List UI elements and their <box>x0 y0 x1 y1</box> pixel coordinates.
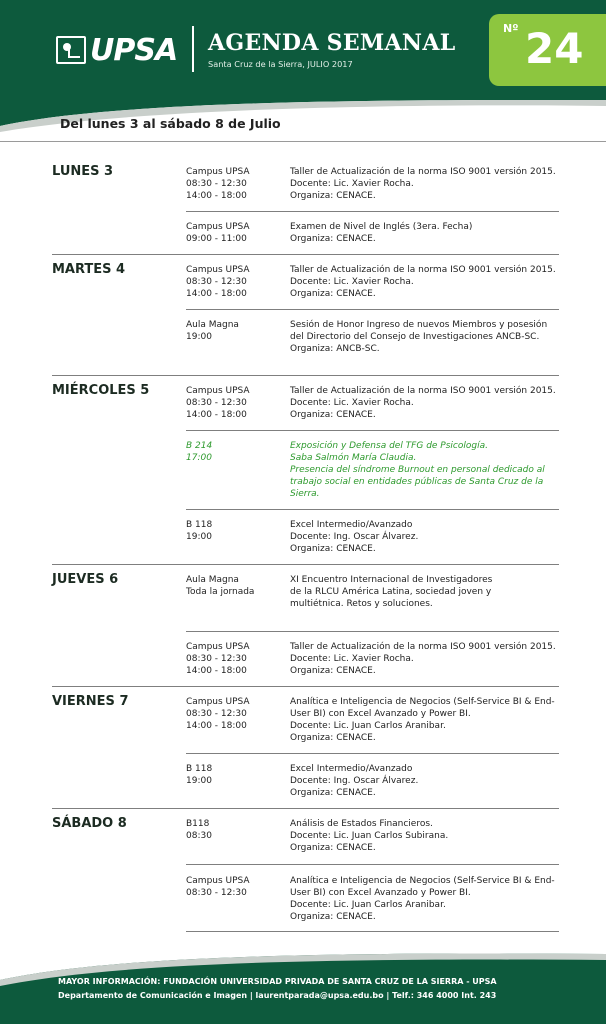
day-label: VIERNES 7 <box>52 694 129 709</box>
event-description: Excel Intermedio/Avanzado Docente: Ing. Oscar Álvarez. Organiza: CENACE. <box>290 764 419 798</box>
date-range-title: Del lunes 3 al sábado 8 de Julio <box>60 116 281 131</box>
range-divider <box>0 141 606 142</box>
event-divider <box>186 753 559 754</box>
event-description: Taller de Actualización de la norma ISO 9001 versión 2015. Docente: Lic. Xavier Rocha. Organiza: CENACE. <box>290 386 556 420</box>
event-description: Excel Intermedio/Avanzado Docente: Ing. Oscar Álvarez. Organiza: CENACE. <box>290 520 419 554</box>
header-divider <box>192 26 194 72</box>
event-divider <box>186 211 559 212</box>
issue-number: 24 <box>525 24 584 73</box>
day-label: MARTES 4 <box>52 262 126 277</box>
event-description: Exposición y Defensa del TFG de Psicología. Saba Salmón María Claudia. Presencia del síndrome Burnout en personal dedicado al trabajo social en entidades públicas de Santa Cruz de la Sierra. <box>290 441 545 499</box>
event-divider <box>186 509 559 510</box>
footer-contact-title: MAYOR INFORMACIÓN: FUNDACIÓN UNIVERSIDAD PRIVADA DE SANTA CRUZ DE LA SIERRA - UPSA <box>58 977 497 986</box>
event-place-time: B 214 17:00 <box>186 441 213 463</box>
day-label: LUNES 3 <box>52 164 114 179</box>
event-description: Examen de Nivel de Inglés (3era. Fecha) Organiza: CENACE. <box>290 222 473 244</box>
event-place-time: B 118 19:00 <box>186 520 213 542</box>
event-place-time: Campus UPSA 08:30 - 12:30 14:00 - 18:00 <box>186 167 250 201</box>
footer-contact-details: Departamento de Comunicación e Imagen | laurentparada@upsa.edu.bo | Telf.: 346 4000 Int. 243 <box>58 991 497 1000</box>
page-title: AGENDA SEMANAL <box>208 30 456 56</box>
event-divider <box>186 309 559 310</box>
event-description: Analítica e Inteligencia de Negocios (Self-Service BI & End- User BI) con Excel Avanzado y Power BI. Docente: Lic. Juan Carlos Aranibar. Organiza: CENACE. <box>290 697 555 743</box>
issue-label: Nº <box>503 22 519 35</box>
day-divider <box>52 564 559 565</box>
day-divider <box>52 686 559 687</box>
event-place-time: B 118 19:00 <box>186 764 213 786</box>
event-divider <box>186 430 559 431</box>
upsa-emblem-icon <box>56 36 86 64</box>
event-description: Taller de Actualización de la norma ISO 9001 versión 2015. Docente: Lic. Xavier Rocha. Organiza: CENACE. <box>290 265 556 299</box>
event-description: Análisis de Estados Financieros. Docente: Lic. Juan Carlos Subirana. Organiza: CENACE. <box>290 819 449 853</box>
event-description: XI Encuentro Internacional de Investigadores de la RLCU América Latina, sociedad joven y multiétnica. Retos y soluciones. <box>290 575 493 609</box>
event-description: Analítica e Inteligencia de Negocios (Self-Service BI & End- User BI) con Excel Avanzado y Power BI. Docente: Lic. Juan Carlos Aranibar. Organiza: CENACE. <box>290 876 555 922</box>
day-divider <box>52 254 559 255</box>
event-divider <box>186 931 559 932</box>
event-place-time: Campus UPSA 09:00 - 11:00 <box>186 222 250 244</box>
event-description: Taller de Actualización de la norma ISO 9001 versión 2015. Docente: Lic. Xavier Rocha. Organiza: CENACE. <box>290 167 556 201</box>
day-label: SÁBADO 8 <box>52 816 127 831</box>
event-place-time: Campus UPSA 08:30 - 12:30 14:00 - 18:00 <box>186 697 250 731</box>
event-divider <box>186 864 559 865</box>
day-label: MIÉRCOLES 5 <box>52 383 150 398</box>
page-subtitle: Santa Cruz de la Sierra, JULIO 2017 <box>208 59 353 69</box>
logo-text: UPSA <box>90 32 178 68</box>
day-divider <box>52 808 559 809</box>
event-place-time: B118 08:30 <box>186 819 212 841</box>
event-place-time: Campus UPSA 08:30 - 12:30 14:00 - 18:00 <box>186 642 250 676</box>
event-place-time: Campus UPSA 08:30 - 12:30 <box>186 876 250 898</box>
upsa-logo <box>56 34 177 66</box>
event-place-time: Aula Magna Toda la jornada <box>186 575 255 597</box>
event-description: Sesión de Honor Ingreso de nuevos Miembros y posesión del Directorio del Consejo de Investigaciones ANCB-SC. Organiza: ANCB-SC. <box>290 320 548 354</box>
day-divider <box>52 375 559 376</box>
event-description: Taller de Actualización de la norma ISO 9001 versión 2015. Docente: Lic. Xavier Rocha. Organiza: CENACE. <box>290 642 556 676</box>
day-label: JUEVES 6 <box>52 572 119 587</box>
event-place-time: Aula Magna 19:00 <box>186 320 239 342</box>
event-place-time: Campus UPSA 08:30 - 12:30 14:00 - 18:00 <box>186 265 250 299</box>
event-place-time: Campus UPSA 08:30 - 12:30 14:00 - 18:00 <box>186 386 250 420</box>
event-divider <box>186 631 559 632</box>
